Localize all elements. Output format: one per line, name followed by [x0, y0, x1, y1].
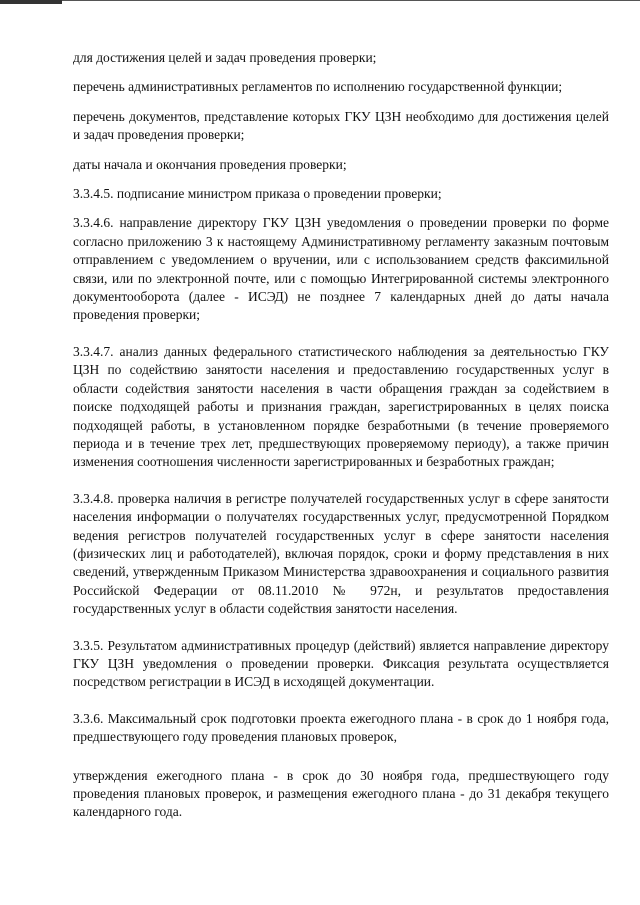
- paragraph-regulations-list: перечень административных регламентов по исполнению государственной функции;: [73, 79, 563, 95]
- document-page: [73, 49, 609, 835]
- paragraph-approval-deadline: утверждения ежегодного плана - в срок до 30 ноября года, предшествующего году проведения плановых проверок, и размещения ежегодного плана - до 31 декабря текущего календарного года.: [73, 767, 609, 820]
- paragraph-3-3-4-7: 3.3.4.7. анализ данных федерального статистического наблюдения за деятельностью ГКУ ЦЗН по содействию занятости населения и предоставлению государственных услуг в области содействия занятости населения в части обращения граждан за содействием в поиске подходящей работы и признания граждан, зарегистрированных в целях поиска подходящей работы, в установленном порядке безработными (в течение проверяемого периода и в течение трех лет, предшествующих проверяемому периоду), а также причин изменения соотношения численности зарегистрированных и безработных граждан;: [73, 343, 609, 470]
- paragraph-dates: даты начала и окончания проведения проверки;: [73, 156, 347, 172]
- paragraph-3-3-4-6: 3.3.4.6. направление директору ГКУ ЦЗН уведомления о проведении проверки по форме согласно приложению 3 к настоящему Административному регламенту заказным почтовым отправлением с уведомлением о вручении, или с использованием средств факсимильной связи, или по электронной почте, или с помощью Интегрированной системы электронного документооборота (далее - ИСЭД) не позднее 7 календарных дней до даты начала проведения проверки;: [73, 215, 609, 323]
- scan-corner-mark: [0, 0, 62, 4]
- paragraph-3-3-4-5: 3.3.4.5. подписание министром приказа о проведении проверки;: [73, 186, 442, 202]
- paragraph-goals: для достижения целей и задач проведения проверки;: [73, 50, 377, 65]
- paragraph-documents-list: перечень документов, представление которых ГКУ ЦЗН необходимо для достижения целей и задач проведения проверки;: [73, 108, 609, 143]
- paragraph-3-3-5: 3.3.5. Результатом административных процедур (действий) является направление директору ГКУ ЦЗН уведомления о проведении проверки. Фиксация результата осуществляется посредством регистрации в ИСЭД в исходящей документации.: [73, 637, 609, 690]
- paragraph-3-3-4-8: 3.3.4.8. проверка наличия в регистре получателей государственных услуг в сфере занятости населения информации о получателях государственных услуг, предусмотренной Порядком ведения регистров получателей государственных услуг в сфере занятости населения (физических лиц и работодателей), включая порядок, сроки и форму представления в них сведений, утвержденным Приказом Министерства здравоохранения и социального развития Российской Федерации от 08.11.2010 № 972н, и результатов предоставления государственных услуг в области содействия занятости населения.: [73, 490, 609, 617]
- scan-top-border: [0, 0, 640, 1]
- paragraph-3-3-6: 3.3.6. Максимальный срок подготовки проекта ежегодного плана - в срок до 1 ноября года, предшествующего году проведения плановых проверок,: [73, 710, 609, 745]
